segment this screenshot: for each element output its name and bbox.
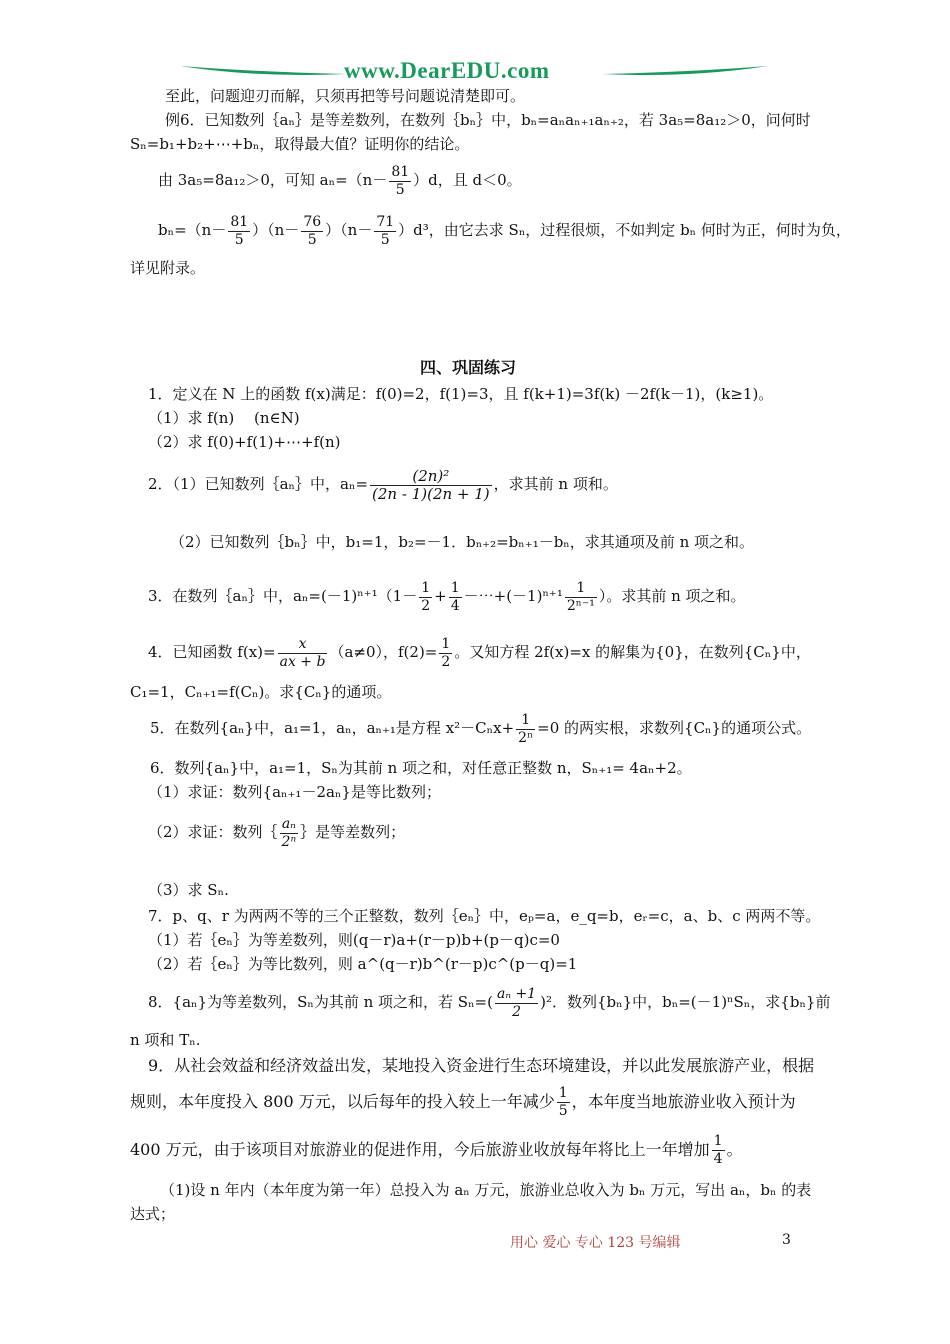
text-line: 由 3a₅=8a₁₂＞0，可知 aₙ=（n－ $\frac{81}{5}$ ）d，且 d＜0。 <box>158 163 522 198</box>
problem-9-cont: 400 万元，由于该项目对旅游业的促进作用，今后旅游业收放每年将比上一年增加 $\frac{1}{4}$ 。 <box>130 1133 743 1167</box>
fraction: $\frac{81}{5}$ <box>230 213 249 248</box>
fraction: $\frac{1}{4}$ <box>450 579 460 614</box>
text-line: Sₙ=b₁+b₂+⋯+bₙ，取得最大值？证明你的结论。 <box>130 135 470 153</box>
problem-8-cont: n 项和 Tₙ. <box>130 1031 201 1049</box>
problem-7-part: （2）若｛eₙ｝为等比数列，则 a^(q－r)b^(r－p)c^(p－q)=1 <box>148 955 578 973</box>
problem-3: 3．在数列｛aₙ｝中，aₙ=(－1)ⁿ⁺¹（1－ $\frac{1}{2}$ + $\frac{1}{4}$ －⋯+(－1)ⁿ⁺¹ $\frac{1}{\text{2ⁿ⁻¹}}$ ）。求其前 n 项之和。 <box>148 579 746 614</box>
fraction: $\frac{81}{5}$ <box>391 163 410 198</box>
problem-9-cont: 规则，本年度投入 800 万元，以后每年的投入较上一年减少 $\frac{1}{5}$ ，本年度当地旅游业收入预计为 <box>130 1085 796 1119</box>
fraction: $\frac{71}{5}$ <box>376 213 395 248</box>
problem-1-part: （2）求 f(0)+f(1)+⋯+f(n) <box>148 433 341 451</box>
problem-7: 7．p、q、r 为两两不等的三个正整数，数列｛eₙ｝中，eₚ=a，e_q=b，eᵣ=c，a、b、c 两两不等。 <box>148 907 821 925</box>
header-brand: www.DearEDU.com <box>344 58 550 83</box>
text-line: 详见附录。 <box>130 259 206 277</box>
fraction: $\frac{76}{5}$ <box>303 213 322 248</box>
section-title: 四、巩固练习 <box>420 358 517 377</box>
problem-1-part: （1）求 f(n) (n∈N) <box>148 409 300 427</box>
problem-4-cont: C₁=1，Cₙ₊₁=f(Cₙ)。求{Cₙ}的通项。 <box>130 683 392 701</box>
problem-8: 8．{aₙ}为等差数列，Sₙ为其前 n 项之和，若 Sₙ=( $\frac{\text{aₙ +1}}{2}$ )²．数列{bₙ}中，bₙ=(－1)ⁿSₙ，求{bₙ}前 <box>148 985 831 1020</box>
fraction: $\frac{\text{(2n)²}}{(2n - 1)(2n + 1)}$ <box>372 466 490 503</box>
problem-2-part: （2）已知数列｛bₙ｝中，b₁=1，b₂=－1．bₙ₊₂=bₙ₊₁－bₙ，求其通项及前 n 项之和。 <box>170 533 754 551</box>
fraction: $\frac{1}{2}$ <box>441 635 451 670</box>
text-line: 至此，问题迎刃而解，只须再把等号问题说清楚即可。 <box>165 87 526 105</box>
fraction: $\frac{\text{aₙ +1}}{2}$ <box>496 985 537 1020</box>
fraction: $\frac{1}{5}$ <box>558 1085 568 1119</box>
problem-2: 2．（1）已知数列｛aₙ｝中，aₙ= $\frac{\text{(2n)²}}{(2n - 1)(2n + 1)}$ ，求其前 n 项和。 <box>148 466 618 503</box>
problem-6-part: （3）求 Sₙ. <box>148 881 229 899</box>
header-swoosh-right <box>600 62 770 78</box>
problem-1: 1．定义在 N 上的函数 f(x)满足：f(0)=2，f(1)=3，且 f(k+1)=3f(k) －2f(k－1)，(k≥1)。 <box>148 385 774 403</box>
fraction: $\frac{1}{\text{2ⁿ}}$ <box>518 711 534 746</box>
text-line: 例6．已知数列｛aₙ｝是等差数列，在数列｛bₙ｝中，bₙ=aₙaₙ₊₁aₙ₊₂，若 3a₅=8a₁₂＞0，问何时 <box>165 111 811 129</box>
footer-text: 用心 爱心 专心 123 号编辑 <box>510 1235 681 1251</box>
problem-5: 5．在数列{aₙ}中，a₁=1，aₙ，aₙ₊₁是方程 x²－Cₙx+ $\frac{1}{\text{2ⁿ}}$ =0 的两实根，求数列{Cₙ}的通项公式。 <box>150 711 812 746</box>
fraction: $\frac{x}{ax + b}$ <box>279 635 326 670</box>
problem-9-part: （1)设 n 年内（本年度为第一年）总投入为 aₙ 万元，旅游业总收入为 bₙ 万元，写出 aₙ，bₙ 的表 <box>160 1181 812 1199</box>
fraction: $\frac{\text{aₙ}}{\text{2ⁿ}}$ <box>281 815 297 850</box>
problem-6-part: （2）求证：数列｛ $\frac{\text{aₙ}}{\text{2ⁿ}}$ ｝是等差数列； <box>148 815 406 850</box>
text-line: bₙ=（n－ $\frac{81}{5}$ ）（n－ $\frac{76}{5}$ ）（n－ $\frac{71}{5}$ ）d³，由它去求 Sₙ，过程很烦，不如判定 bₙ 何时为正，何时为负， <box>158 213 851 248</box>
problem-9-part: 达式； <box>130 1205 176 1223</box>
problem-9: 9．从社会效益和经济效益出发，某地投入资金进行生态环境建设，并以此发展旅游产业，根据 <box>148 1056 815 1075</box>
fraction: $\frac{1}{4}$ <box>713 1133 723 1167</box>
header-swoosh-left <box>178 62 348 78</box>
problem-6: 6．数列{aₙ}中，a₁=1，Sₙ为其前 n 项之和，对任意正整数 n，Sₙ₊₁= 4aₙ+2。 <box>150 759 692 777</box>
problem-4: 4．已知函数 f(x)= $\frac{x}{ax + b}$ （a≠0），f(2)= $\frac{1}{2}$ 。又知方程 2f(x)=x 的解集为{0}，在数列{Cₙ}中， <box>148 635 811 670</box>
fraction: $\frac{1}{\text{2ⁿ⁻¹}}$ <box>566 579 595 614</box>
problem-7-part: （1）若｛eₙ｝为等差数列，则(q－r)a+(r－p)b+(p－q)c=0 <box>148 931 560 949</box>
problem-6-part: （1）求证：数列{aₙ₊₁－2aₙ}是等比数列； <box>148 783 441 801</box>
fraction: $\frac{1}{2}$ <box>421 579 431 614</box>
page-number: 3 <box>782 1232 791 1248</box>
